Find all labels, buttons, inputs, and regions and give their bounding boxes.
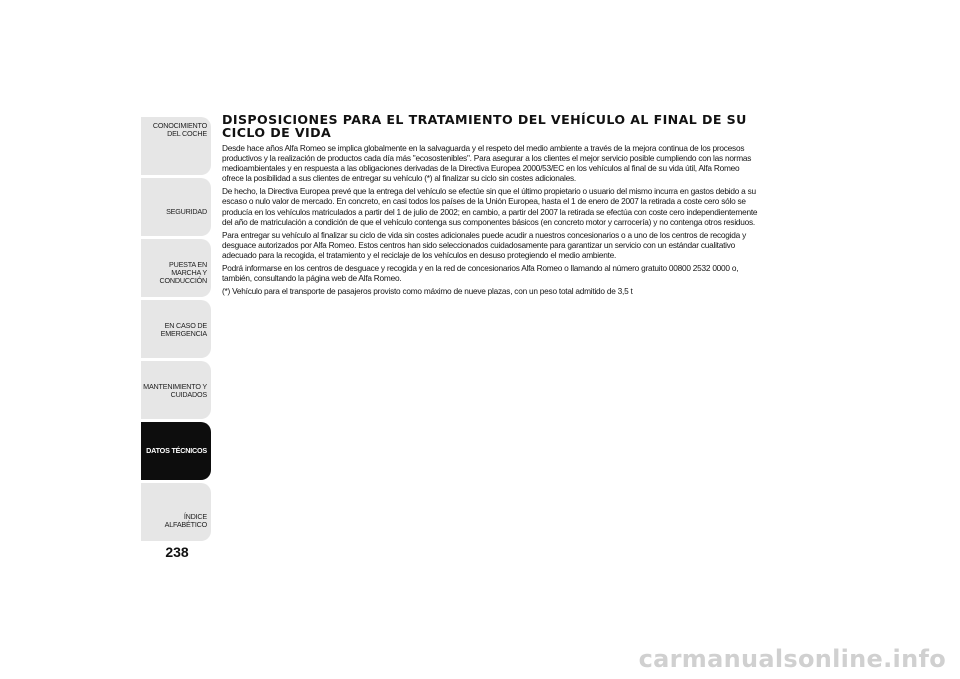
page-number: 238 — [165, 544, 189, 560]
watermark: carmanualsonline.info — [638, 645, 946, 673]
tab-indice-alfabetico[interactable] — [141, 483, 211, 541]
tab-seguridad[interactable] — [141, 178, 211, 236]
main-content — [222, 113, 774, 299]
tab-label: DATOS TÉCNICOS — [146, 445, 207, 455]
page-title: DISPOSICIONES PARA EL TRATAMIENTO DEL VEHÍCULO AL FINAL DE SU CICLO DE VIDA — [222, 112, 747, 140]
tab-en-caso-de-emergencia[interactable] — [141, 300, 211, 358]
tab-conocimiento-del-coche[interactable] — [141, 117, 211, 175]
paragraph: Para entregar su vehículo al finalizar su ciclo de vida sin costes adicionales puede acudir a nuestros concesionarios o a uno de los centros de recogida y desguace autorizados por Alfa Romeo. Estos centros han sido seleccionados cuidadosamente para garantizar un servicio con un estándar cualitativo adecuado para la recogida, el tratamiento y el reciclaje de los vehículos en desuso protegiendo el medio ambiente. — [222, 229, 746, 260]
footnote: (*) Vehículo para el transporte de pasajeros provisto como máximo de nueve plazas, con un peso total admitido de 3,5 t — [222, 286, 633, 297]
paragraph: De hecho, la Directiva Europea prevé que la entrega del vehículo se efectúe sin que el último propietario o usuario del mismo incurra en gastos debido a su escaso o nulo valor de mercado. En concreto, en casi todos los países de la Unión Europea, hasta el 1 de enero de 2007 la retirada a coste cero sólo se producía en los vehículos matriculados a partir del 1 de julio de 2002; en cambio, a partir del 2007 la retirada se efectúa con coste cero independientemente del año de matriculación a condición de que el vehículo contenga sus componentes básicos (en concreto motor y carrocería) y no contenga otros residuos. — [222, 186, 758, 227]
tab-mantenimiento[interactable] — [141, 361, 211, 419]
paragraph: Podrá informarse en los centros de desguace y recogida y en la red de concesionarios Alfa Romeo o llamando al número gratuito 00800 2532 0000 o, también, consultando la página web de Alfa Romeo. — [222, 263, 739, 284]
tab-label: ÍNDICE ALFABÉTICO — [164, 512, 207, 530]
paragraph: Desde hace años Alfa Romeo se implica globalmente en la salvaguarda y el respeto del medio ambiente a través de la mejora continua de los procesos productivos y la realización de productos cada día más "ecosostenibles". Para asegurar a los clientes el mejor servicio posible cumpliendo con las normas medioambientales y en respuesta a las obligaciones derivadas de la Directiva Europea 2000/53/EC en los vehículos al final de su vida útil, Alfa Romeo ofrece la posibilidad a sus clientes de entregar su vehículo (*) al finalizar su ciclo sin costes adicionales. — [222, 143, 752, 184]
tab-datos-tecnicos[interactable] — [141, 422, 211, 480]
tab-label: MANTENIMIENTO Y CUIDADOS — [143, 382, 207, 400]
tab-label: SEGURIDAD — [166, 207, 207, 216]
chapter-sidebar — [141, 117, 211, 544]
tab-label: EN CASO DE EMERGENCIA — [160, 321, 207, 339]
tab-puesta-en-marcha[interactable] — [141, 239, 211, 297]
tab-label: CONOCIMIENTO DEL COCHE — [152, 121, 207, 139]
tab-label: PUESTA EN MARCHA Y CONDUCCIÓN — [159, 260, 207, 286]
